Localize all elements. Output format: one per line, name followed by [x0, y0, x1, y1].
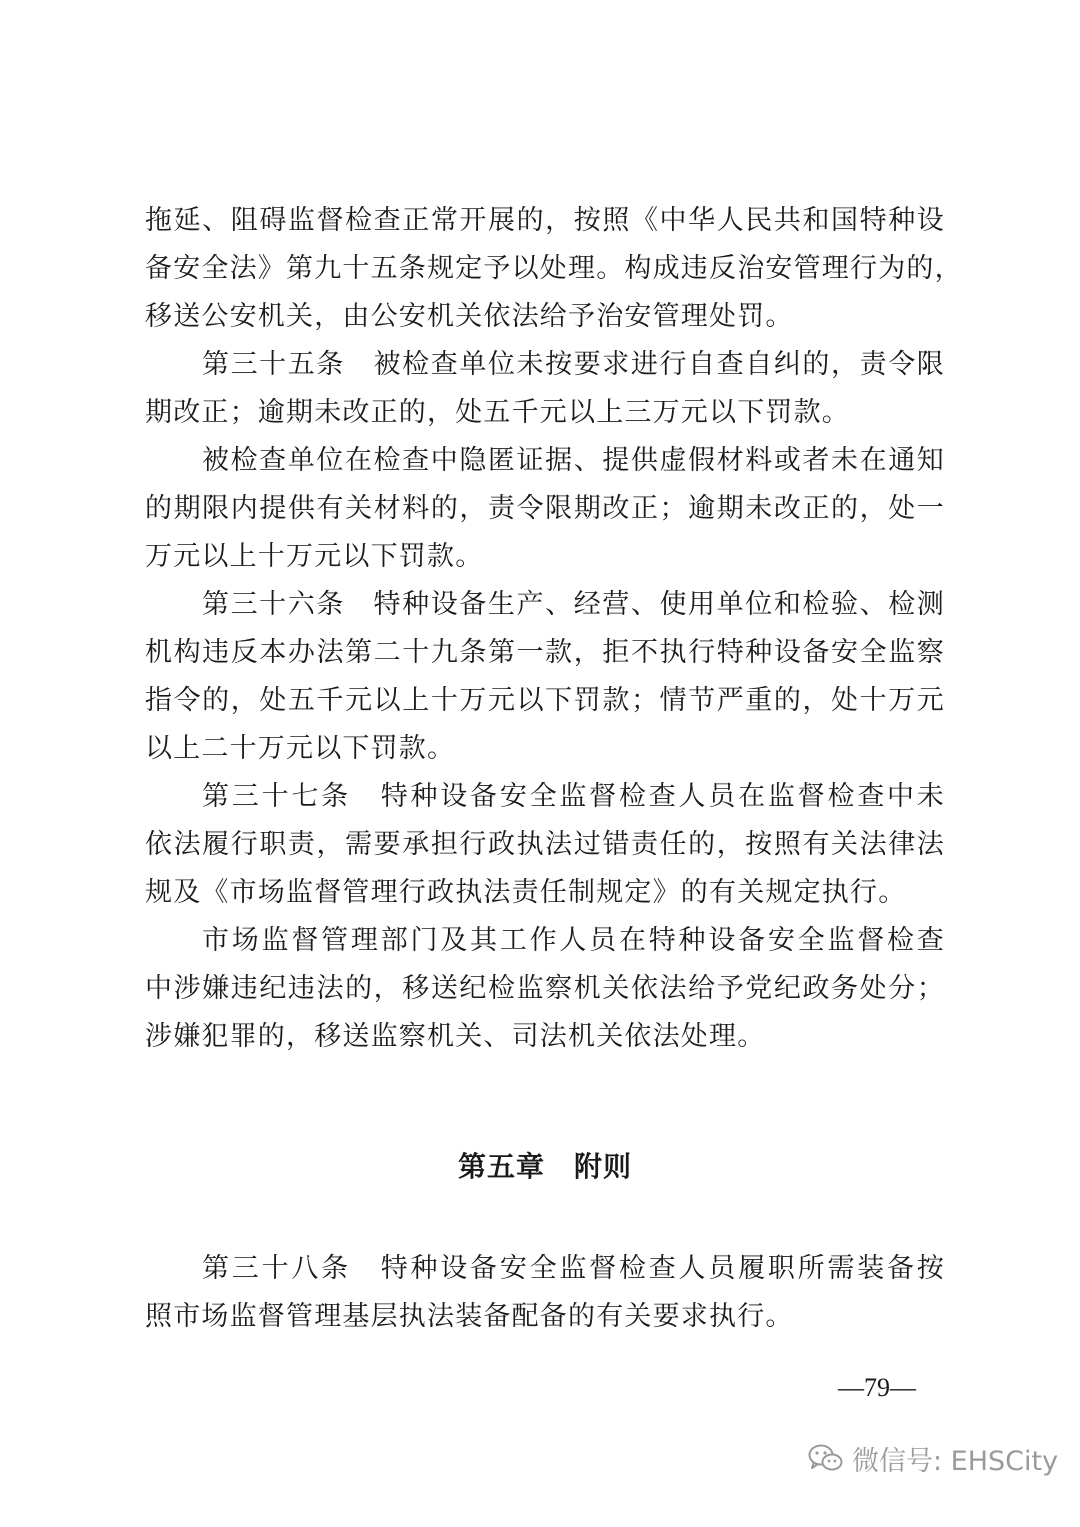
text-line: 的期限内提供有关材料的，责令限期改正；逾期未改正的，处一 — [145, 493, 945, 524]
watermark — [808, 1438, 1058, 1478]
text-line: 规及《市场监督管理行政执法责任制规定》的有关规定执行。 — [145, 877, 907, 908]
text-line: 万元以上十万元以下罚款。 — [145, 541, 484, 572]
text-line: 拖延、阻碍监督检查正常开展的，按照《中华人民共和国特种设 — [145, 205, 945, 236]
text-line: 涉嫌犯罪的，移送监察机关、司法机关依法处理。 — [145, 1021, 766, 1052]
text-line: 被检查单位在检查中隐匿证据、提供虚假材料或者未在通知 — [202, 445, 945, 476]
page-number: —79— — [838, 1373, 916, 1402]
article-38-line: 第三十八条 特种设备安全监督检查人员履职所需装备按 — [202, 1253, 945, 1284]
body-text — [145, 197, 963, 1061]
text-line: 指令的，处五千元以上十万元以下罚款；情节严重的，处十万元 — [145, 685, 945, 716]
text-line: 中涉嫌违纪违法的，移送纪检监察机关依法给予党纪政务处分； — [145, 973, 945, 1004]
text-line: 以上二十万元以下罚款。 — [145, 733, 456, 764]
text-line: 市场监督管理部门及其工作人员在特种设备安全监督检查 — [202, 925, 945, 956]
text-line: 机构违反本办法第二十九条第一款，拒不执行特种设备安全监察 — [145, 637, 945, 668]
chapter-title: 第五章 附则 — [457, 1150, 632, 1183]
wechat-icon — [808, 1443, 844, 1473]
watermark-text: 微信号: EHSCity — [852, 1445, 1059, 1477]
article-35-line: 第三十五条 被检查单位未按要求进行自查自纠的，责令限 — [202, 349, 945, 380]
text-line: 期改正；逾期未改正的，处五千元以上三万元以下罚款。 — [145, 397, 850, 428]
text-line: 备安全法》第九十五条规定予以处理。构成违反治安管理行为的， — [145, 253, 963, 284]
text-line: 照市场监督管理基层执法装备配备的有关要求执行。 — [145, 1301, 794, 1332]
article-37-line: 第三十七条 特种设备安全监督检查人员在监督检查中未 — [202, 781, 945, 812]
article-38 — [145, 1245, 945, 1341]
text-line: 移送公安机关，由公安机关依法给予治安管理处罚。 — [145, 301, 794, 332]
article-36-line: 第三十六条 特种设备生产、经营、使用单位和检验、检测 — [202, 589, 945, 620]
text-line: 依法履行职责，需要承担行政执法过错责任的，按照有关法律法 — [145, 829, 945, 860]
